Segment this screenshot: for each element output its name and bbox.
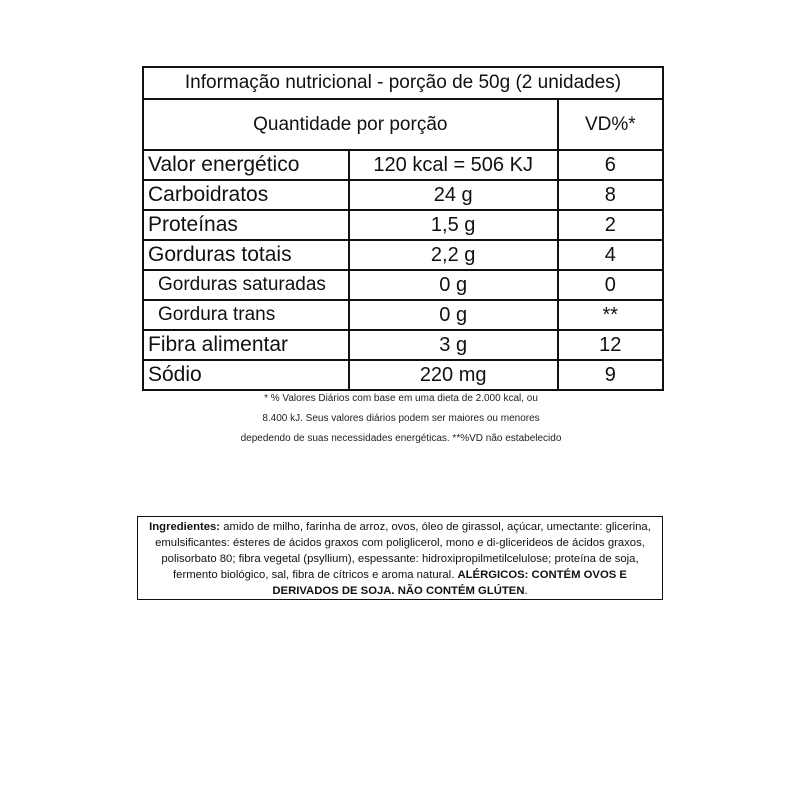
nutrient-quantity: 0 g <box>349 270 558 300</box>
table-row <box>143 330 663 360</box>
nutrient-quantity: 24 g <box>349 180 558 210</box>
nutrient-quantity: 2,2 g <box>349 240 558 270</box>
nutrient-quantity: 0 g <box>349 300 558 330</box>
nutrient-name: Gordura trans <box>143 300 349 330</box>
nutrient-name: Valor energético <box>143 150 349 180</box>
table-title: Informação nutricional - porção de 50g (2 unidades) <box>143 67 663 99</box>
ingredients-box <box>137 516 663 600</box>
nutrient-vd: 2 <box>558 210 663 240</box>
nutrient-vd: 0 <box>558 270 663 300</box>
nutrient-vd: 8 <box>558 180 663 210</box>
table-row <box>143 270 663 300</box>
ingredients-text: amido de milho, farinha de arroz, ovos, óleo de girassol, açúcar, umectante: glicerina, emulsificantes: ésteres de ácidos graxos com poliglicerol, mono e di-glicerideos de ácidos graxos, polisorbato 80; fibra vegetal (psyllium), espessante: hidroxipropilmetilcelulose; proteína de soja, fermento biológico, sal, fibra de cítricos e aroma natural. <box>155 521 651 581</box>
nutrient-vd: 9 <box>558 360 663 390</box>
nutrient-name: Gorduras saturadas <box>143 270 349 300</box>
nutrient-vd: 6 <box>558 150 663 180</box>
header-quantity: Quantidade por porção <box>143 99 558 150</box>
nutrient-vd: 4 <box>558 240 663 270</box>
footnote-line: * % Valores Diários com base em uma dieta de 2.000 kcal, ou <box>264 393 538 404</box>
table-row <box>143 180 663 210</box>
allergens-text: ALÉRGICOS: CONTÉM OVOS E DERIVADOS DE SOJA. NÃO CONTÉM GLÚTEN <box>272 569 627 597</box>
ingredients-end: . <box>524 585 528 597</box>
nutrient-name: Fibra alimentar <box>143 330 349 360</box>
table-row <box>143 360 663 390</box>
nutrient-name: Gorduras totais <box>143 240 349 270</box>
nutrient-quantity: 3 g <box>349 330 558 360</box>
nutrient-name: Carboidratos <box>143 180 349 210</box>
nutrient-quantity: 1,5 g <box>349 210 558 240</box>
header-vd: VD%* <box>558 99 663 150</box>
nutrient-quantity: 220 mg <box>349 360 558 390</box>
table-row <box>143 150 663 180</box>
nutrient-vd: 12 <box>558 330 663 360</box>
daily-value-footnote <box>215 389 587 449</box>
nutrient-name: Sódio <box>143 360 349 390</box>
nutrient-quantity: 120 kcal = 506 KJ <box>349 150 558 180</box>
nutrient-name: Proteínas <box>143 210 349 240</box>
table-row <box>143 300 663 330</box>
footnote-line: 8.400 kJ. Seus valores diários podem ser maiores ou menores <box>262 413 540 424</box>
table-header-row <box>143 99 663 150</box>
table-row <box>143 210 663 240</box>
nutrient-vd: ** <box>558 300 663 330</box>
ingredients-label: Ingredientes: <box>149 521 221 533</box>
table-row <box>143 240 663 270</box>
footnote-line: depedendo de suas necessidades energéticas. **%VD não estabelecido <box>240 433 562 444</box>
table-title-row <box>143 67 663 99</box>
nutrition-facts-table <box>142 66 664 391</box>
